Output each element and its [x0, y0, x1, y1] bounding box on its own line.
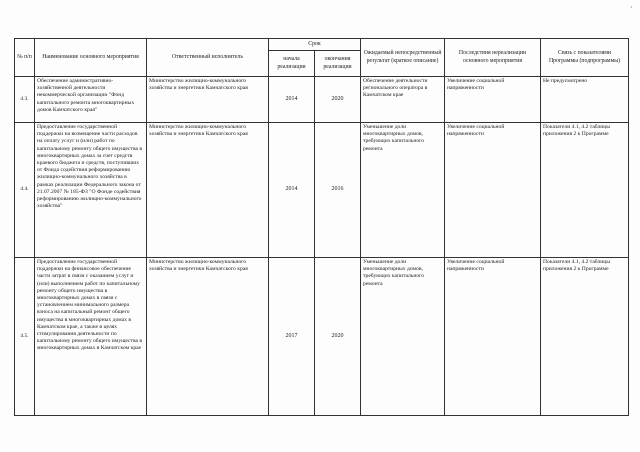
row-link: Не предусмотрено — [541, 77, 629, 123]
measures-table — [14, 38, 629, 416]
row-consequence: Увеличение социальной напряженности — [445, 77, 541, 123]
header-consequence: Последствия нереализации основного мероприятия — [445, 39, 541, 77]
row-num: 4.3. — [15, 77, 35, 123]
row-end: 2020 — [315, 77, 361, 123]
row-executor: Министерство жилищно-коммунального хозяйства и энергетики Камчатского края — [147, 123, 269, 258]
row-start: 2017 — [269, 258, 315, 416]
table-row — [15, 123, 629, 258]
row-name: Предоставление государственной поддержки на финансовое обеспечение части затрат в связи с оказанием услуг и (или) выполнением работ по капитальному ремонту общего имущества в многоквартирных домах в связи с установлением минимального размера взноса на капитальный ремонт общего имущества в многоквартирных домах в Камчатском крае, а также в целях стимулирования деятельности по капитальному ремонту общего имущества в многоквартирных домах в Камчатском крае — [35, 258, 147, 416]
table-row — [15, 77, 629, 123]
header-result: Ожидаемый непосредственный результат (краткое описание) — [361, 39, 445, 77]
row-result: Обеспечение деятельности регионального оператора в Камчатском крае — [361, 77, 445, 123]
row-executor: Министерство жилищно-коммунального хозяйства и энергетики Камчатского края — [147, 77, 269, 123]
row-end: 2016 — [315, 123, 361, 258]
header-num: № п/п — [15, 39, 35, 77]
header-term: Срок — [269, 39, 361, 51]
row-consequence: Увеличение социальной напряженности — [445, 123, 541, 258]
page-mark: · — [630, 3, 633, 12]
row-result: Уменьшение доли многоквартирных домов, требующих капитального ремонта — [361, 123, 445, 258]
header-executor: Ответственный исполнитель — [147, 39, 269, 77]
row-num: 4.5. — [15, 258, 35, 416]
header-name: Наименование основного мероприятия — [35, 39, 147, 77]
header-start: начала реализации — [269, 51, 315, 77]
row-end: 2020 — [315, 258, 361, 416]
row-link: Показатели 4.1, 4.2 таблицы приложения 2 к Программе — [541, 123, 629, 258]
header-end: окончания реализации — [315, 51, 361, 77]
row-result: Уменьшение доли многоквартирных домов, требующих капитального ремонта — [361, 258, 445, 416]
header-link: Связь с показателями Программы (подпрограммы) — [541, 39, 629, 77]
row-executor: Министерство жилищно-коммунального хозяйства и энергетики Камчатского края — [147, 258, 269, 416]
row-start: 2014 — [269, 77, 315, 123]
row-name: Предоставление государственной поддержки на возмещение части расходов на оплату услуг и (или) работ по капитальному ремонту общего имущества в многоквартирных домах за счет средств краевого бюджета и средств, поступивших от Фонда содействия реформированию жилищно-коммунального хозяйства в рамках реализации Федерального закона от 21.07.2007 № 185-ФЗ "О Фонде содействия реформированию жилищно-коммунального хозяйства" — [35, 123, 147, 258]
row-start: 2014 — [269, 123, 315, 258]
row-consequence: Увеличение социальной напряженности — [445, 258, 541, 416]
table-row — [15, 258, 629, 416]
row-num: 4.4. — [15, 123, 35, 258]
table-header-row — [15, 39, 629, 51]
row-name: Обеспечение административно-хозяйственной деятельности некоммерческой организации "Фонд капитального ремонта многоквартирных домов Камчатского края" — [35, 77, 147, 123]
row-link: Показатели 4.1, 4.2 таблицы приложения 2 к Программе — [541, 258, 629, 416]
